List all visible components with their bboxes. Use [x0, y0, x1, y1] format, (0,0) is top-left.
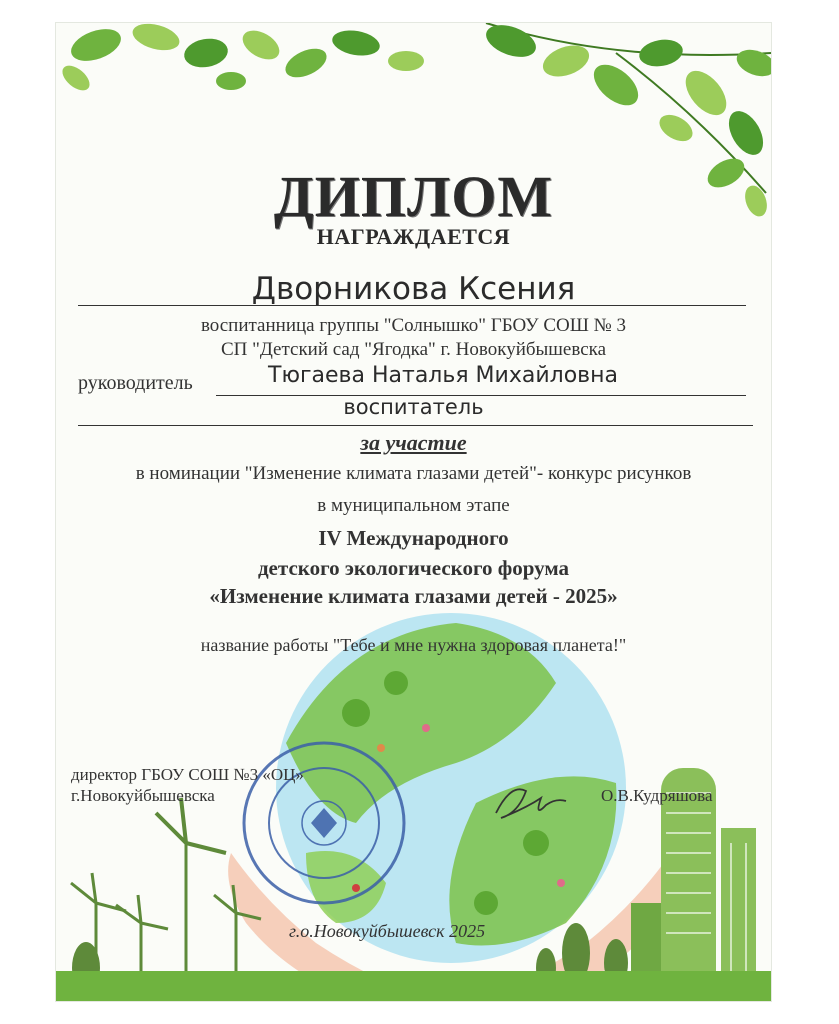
- supervisor-role: воспитатель: [343, 395, 484, 419]
- stage-text: в муниципальном этапе: [317, 495, 510, 516]
- group-line-2: СП "Детский сад "Ягодка" г. Новокуйбышевска: [220, 339, 607, 360]
- director-name: О.В.Кудряшова: [601, 786, 713, 805]
- earth-globe-icon: [276, 613, 626, 963]
- nomination-text: в номинации "Изменение климата глазами детей"- конкурс рисунков: [135, 463, 692, 484]
- ground-strip: [56, 971, 771, 1001]
- diploma-sheet: [55, 22, 772, 1002]
- role-underline: [78, 425, 753, 426]
- director-line-2: г.Новокуйбышевска: [71, 786, 215, 805]
- diploma-title: ДИПЛОМ: [273, 164, 554, 229]
- awarded-heading: НАГРАЖДАЕТСЯ: [316, 224, 511, 249]
- group-line-1: воспитанница группы "Солнышко" ГБОУ СОШ № 3: [200, 315, 627, 336]
- event-line-2: детского экологического форума: [257, 556, 570, 580]
- work-title: название работы "Тебе и мне нужна здоровая планета!": [200, 635, 627, 655]
- recipient-underline: [78, 305, 746, 306]
- supervisor-name: Тюгаева Наталья Михайловна: [268, 363, 618, 388]
- event-line-1: IV Международного: [318, 526, 509, 550]
- supervisor-label: руководитель: [78, 372, 193, 394]
- director-line-1: директор ГБОУ СОШ №3 «ОЦ»: [71, 765, 304, 784]
- recipient-name: Дворникова Ксения: [251, 271, 576, 307]
- leaves-top-left-icon: [58, 23, 424, 95]
- award-text: за участие: [360, 430, 467, 455]
- event-line-3: «Изменение климата глазами детей - 2025»: [209, 584, 618, 608]
- footer-place-year: г.о.Новокуйбышевск 2025: [289, 921, 486, 941]
